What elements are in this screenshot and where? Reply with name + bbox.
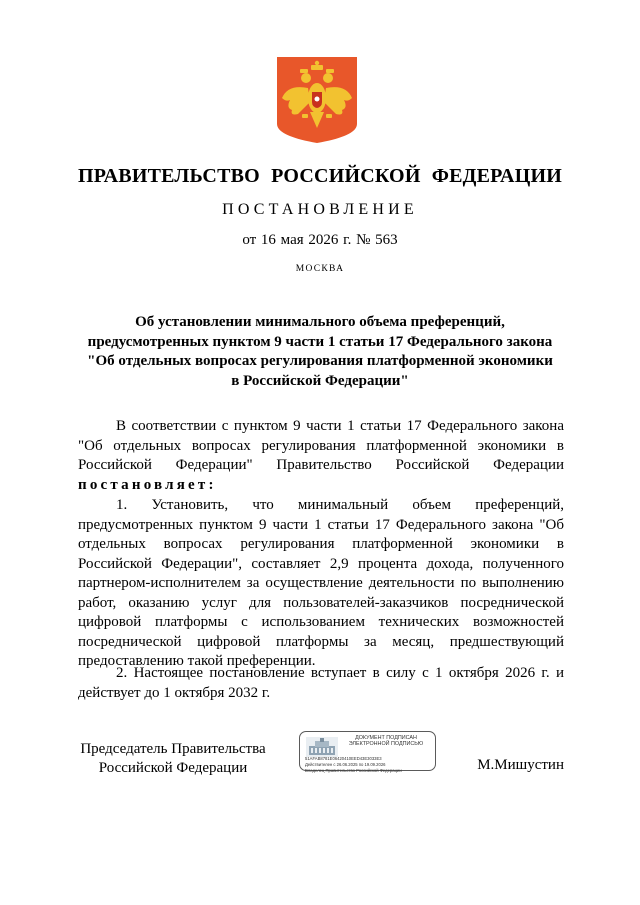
signatory-position: Председатель Правительства Российской Федерации <box>80 741 266 776</box>
subject-line: Об установлении минимального объема преференций, <box>135 314 505 330</box>
signatory-name: М.Мишустин <box>477 757 564 773</box>
government-building-icon <box>306 737 338 757</box>
document-type: ПОСТАНОВЛЕНИЕ <box>222 201 418 218</box>
subject-line: в Российской Федерации" <box>231 372 409 389</box>
certificate-owner: Владелец Правительство Российской Федерации <box>305 768 402 773</box>
item-1-paragraph: 1. Установить, что минимальный объем преференций, предусмотренных пунктом 9 части 1 статьи 17 Федерального закона "Об отдельных вопросах регулирования платформенной экономики в Российской Федерации", составляет 2,9 процента дохода, полученного партнером-исполнителем за осуществление деятельности по выполнению работ, оказанию услуг для пользователей-заказчиков посреднической цифровой платформы с использованием технических возможностей посреднической цифровой платформы за месяц, предшествующий предоставлению такой преференции. <box>78 497 564 669</box>
certificate-serial: 51AFAB8781E06420410EED43E3033E3 <box>305 756 382 761</box>
stamp-title: ДОКУМЕНТ ПОДПИСАН ЭЛЕКТРОННОЙ ПОДПИСЬЮ <box>348 735 424 748</box>
electronic-signature-stamp <box>299 731 436 771</box>
subject-line: предусмотренных пунктом 9 части 1 статьи 17 Федерального закона <box>87 333 553 350</box>
government-title: ПРАВИТЕЛЬСТВО РОССИЙСКОЙ ФЕДЕРАЦИИ <box>78 165 562 187</box>
resolves-word: постановляет: <box>78 476 217 493</box>
document-subject <box>0 313 640 391</box>
preamble-paragraph <box>78 417 564 495</box>
state-emblem-icon <box>276 56 358 144</box>
document-date-number: от 16 мая 2026 г. № 563 <box>242 232 398 248</box>
document-city: МОСКВА <box>295 264 345 274</box>
preamble-text: В соответствии с пунктом 9 части 1 статьи 17 Федерального закона "Об отдельных вопросах регулирования платформенной экономики в Российской Федерации" Правительство Российской Федерации <box>78 418 564 473</box>
item-2-paragraph: 2. Настоящее постановление вступает в силу с 1 октября 2026 г. и действует до 1 октября 2032 г. <box>78 665 564 701</box>
certificate-validity: Действителен с 26.06.2025 по 19.09.2026 <box>305 762 386 767</box>
subject-line: "Об отдельных вопросах регулирования платформенной экономики <box>87 353 553 369</box>
